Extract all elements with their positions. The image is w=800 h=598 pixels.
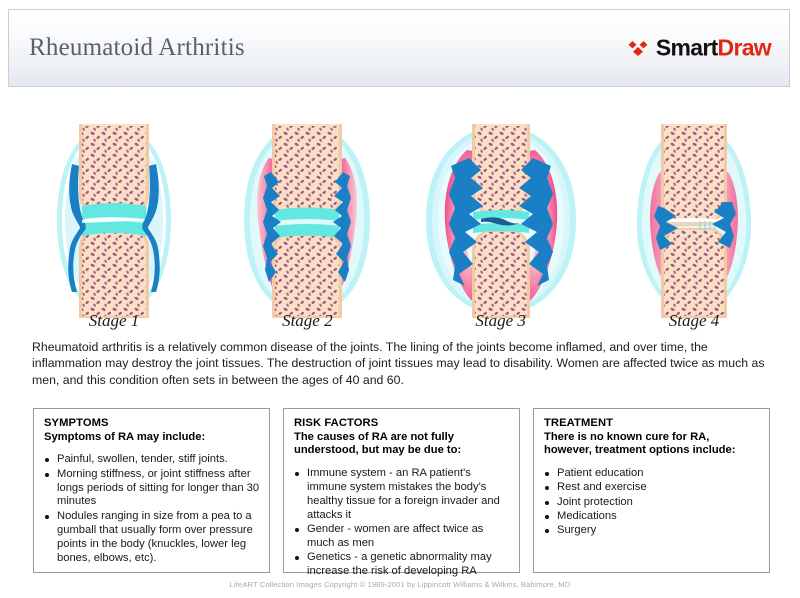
list-item: Patient education <box>544 467 760 481</box>
list-item: Gender - women are affect twice as much as men <box>294 523 510 551</box>
list-item: Morning stiffness, or joint stiffness after longs periods of sitting for longer than 30 minutes <box>44 468 260 510</box>
list-item: Immune system - an RA patient's immune system mistakes the body's healthy tissue for a foreign invader and attacks it <box>294 467 510 523</box>
list-item: Medications <box>544 510 760 524</box>
info-box-subtitle: The causes of RA are not fully understood, but may be due to: <box>294 430 462 457</box>
info-box-symptoms <box>33 408 270 573</box>
logo-wordmark <box>655 34 771 61</box>
list-item: Nodules ranging in size from a pea to a gumball that usually form over pressure points in the body (knuckles, lower leg bones, elbows, etc). <box>44 510 260 566</box>
stage-label-2: Stage 2 <box>282 311 333 330</box>
info-box-list <box>294 467 510 579</box>
logo-text-draw: Draw <box>717 34 771 61</box>
stage-label-4: Stage 4 <box>668 311 720 330</box>
copyright-footer: LifeART Collection Images Copyright © 1989-2001 by Lippincott Williams & Wilkins, Baltimore, MD <box>229 580 571 589</box>
list-item: Joint protection <box>544 496 760 510</box>
list-item: Genetics - a genetic abnormality may increase the risk of developing RA <box>294 551 510 579</box>
info-box-title: RISK FACTORS <box>294 417 379 429</box>
header-bar <box>8 9 790 87</box>
smartdraw-logo <box>627 34 771 61</box>
info-box-list <box>544 467 760 539</box>
list-item: Painful, swollen, tender, stiff joints. <box>44 453 260 467</box>
info-box-title: SYMPTOMS <box>44 417 109 429</box>
page-title: Rheumatoid Arthritis <box>29 34 245 61</box>
info-box-risk-factors <box>283 408 520 578</box>
info-box-title: TREATMENT <box>544 417 614 429</box>
stage-label-1: Stage 1 <box>88 311 140 330</box>
joint-illustration-stage-4 <box>604 120 784 320</box>
joint-illustration-stage-2 <box>217 120 397 320</box>
list-item: Rest and exercise <box>544 481 760 495</box>
joint-illustration-stage-3 <box>411 120 591 320</box>
joint-stage-illustrations <box>24 120 784 320</box>
info-box-treatment <box>533 408 770 573</box>
logo-text-smart: Smart <box>655 34 718 61</box>
stage-label-row <box>24 311 784 335</box>
stage-label-3: Stage 3 <box>475 311 526 330</box>
list-item: Surgery <box>544 524 760 538</box>
info-box-subtitle: Symptoms of RA may include: <box>44 430 206 443</box>
joint-illustration-stage-1 <box>24 120 204 320</box>
smartdraw-diamond-icon <box>627 40 649 57</box>
info-box-subtitle: There is no known cure for RA, however, treatment options include: <box>544 430 736 457</box>
info-box-row <box>33 408 770 578</box>
info-box-list <box>44 453 260 565</box>
description-paragraph: Rheumatoid arthritis is a relatively common disease of the joints. The lining of the joints become inflamed, and over time, the inflammation may destroy the joint tissues. The destruction of joint tissues may lead to disability. Women are affected twice as much as men, and this condition often sets in between the ages of 40 and 60. <box>32 340 765 387</box>
